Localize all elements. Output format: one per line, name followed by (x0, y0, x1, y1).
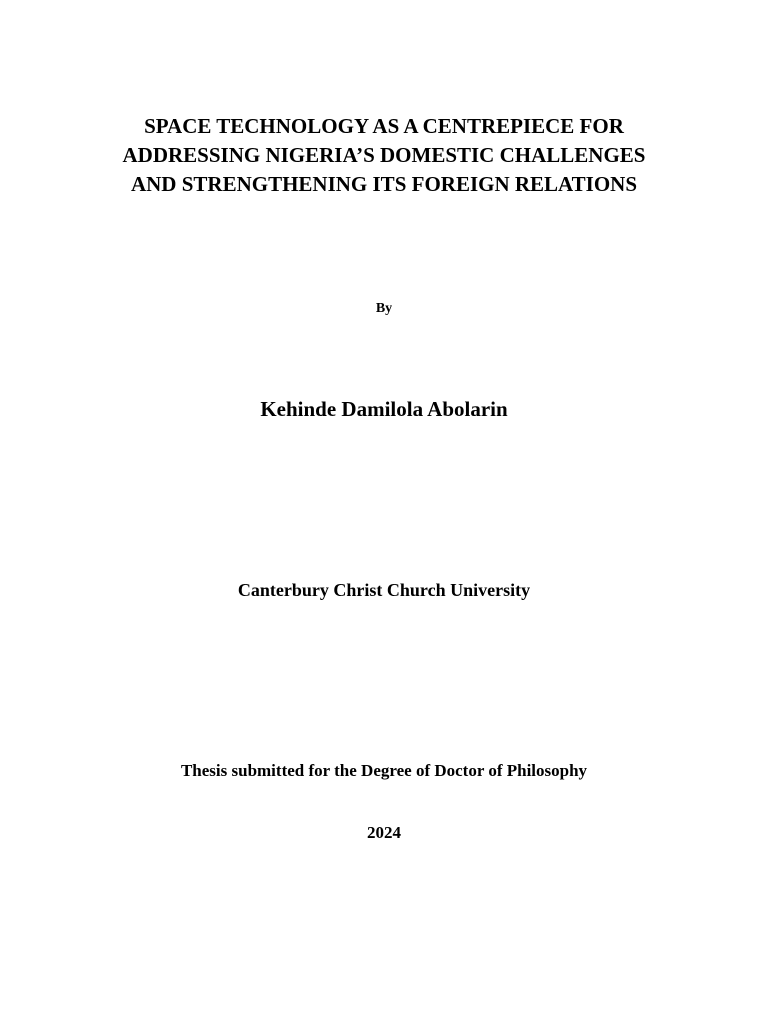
thesis-title-line-2: ADDRESSING NIGERIA’S DOMESTIC CHALLENGES (122, 143, 646, 167)
author-name: Kehinde Damilola Abolarin (260, 397, 508, 421)
thesis-title-line-3: AND STRENGTHENING ITS FOREIGN RELATIONS (130, 172, 638, 196)
by-label: By (375, 301, 393, 316)
degree-statement: Thesis submitted for the Degree of Doctor of Philosophy (180, 761, 588, 780)
thesis-title-line-1: SPACE TECHNOLOGY AS A CENTREPIECE FOR (144, 114, 624, 138)
submission-year: 2024 (367, 823, 401, 842)
university-name: Canterbury Christ Church University (237, 580, 531, 600)
